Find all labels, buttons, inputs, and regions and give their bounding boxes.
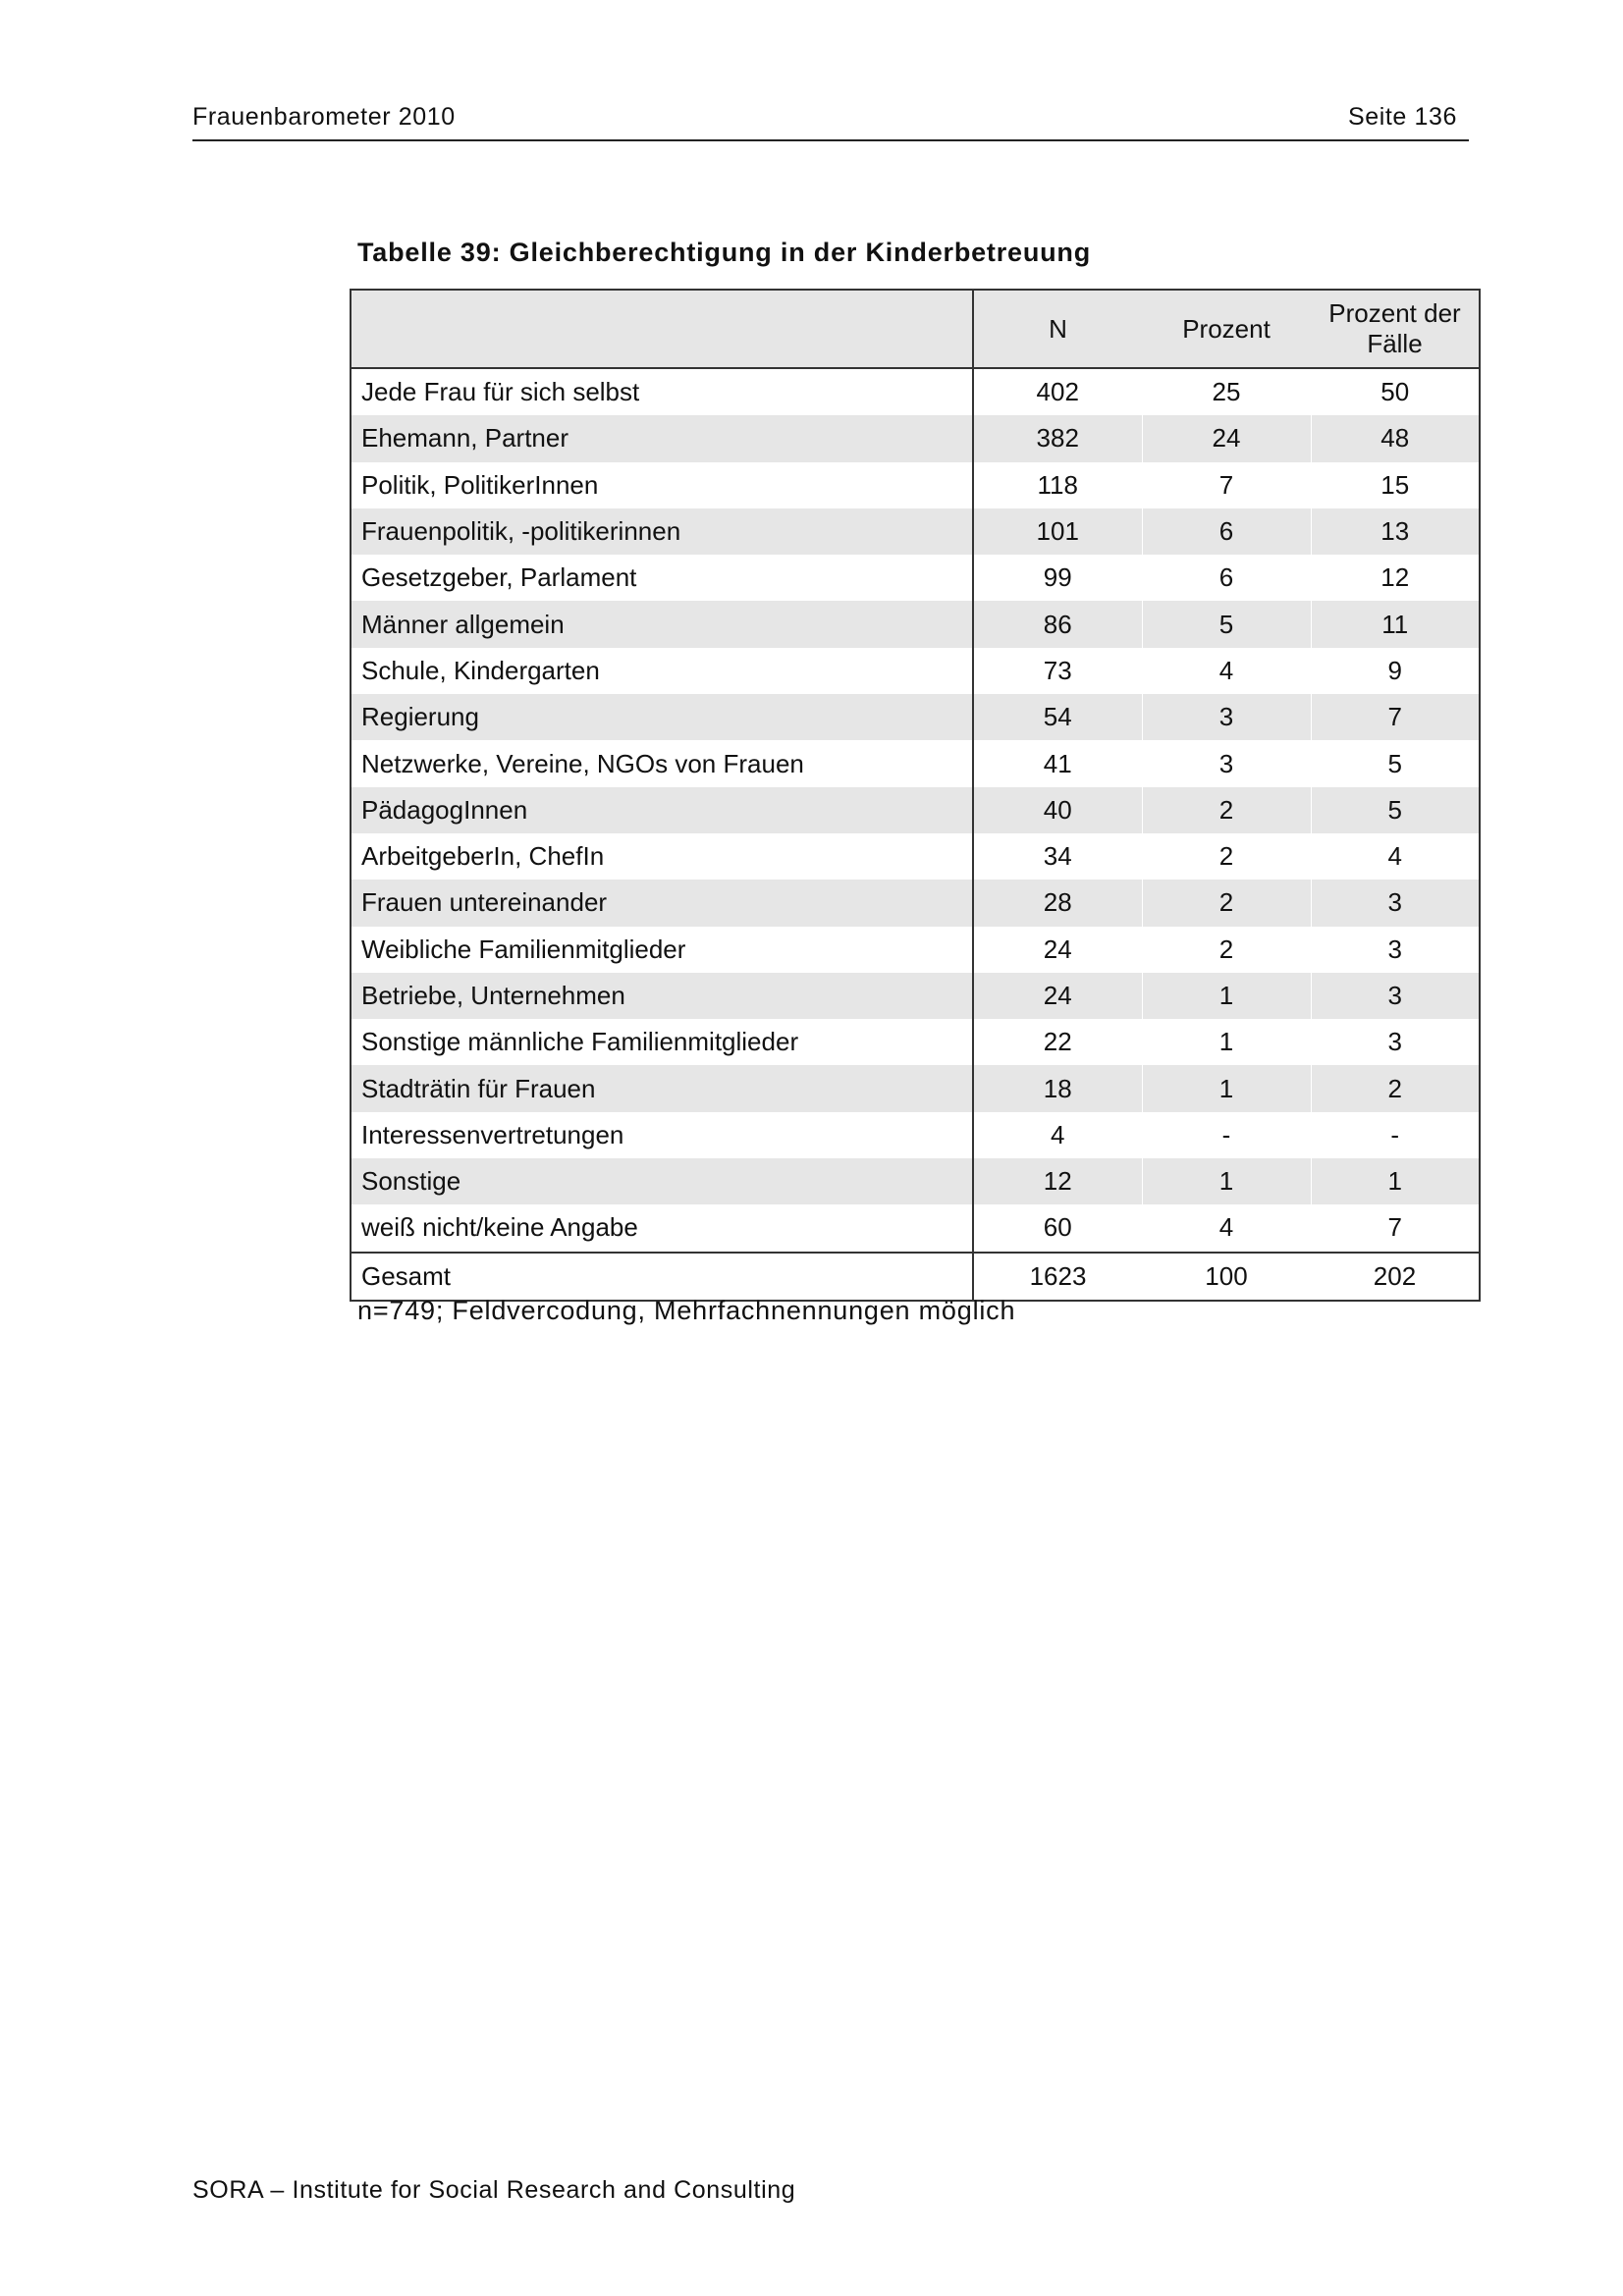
row-faelle: 11 [1311,601,1480,647]
table-row [351,1019,1480,1065]
table-row [351,462,1480,508]
row-prozent: - [1142,1112,1311,1158]
row-n: 382 [973,415,1142,461]
page-number: Seite 136 [1347,103,1457,131]
table-row [351,973,1480,1019]
total-faelle: 202 [1373,1260,1417,1291]
row-prozent: 2 [1142,880,1311,926]
row-label: ArbeitgeberIn, ChefIn [351,833,973,880]
row-prozent: 5 [1142,601,1311,647]
row-faelle: - [1311,1112,1480,1158]
total-n: 1623 [1029,1260,1087,1291]
row-label: Politik, PolitikerInnen [351,462,973,508]
row-faelle: 13 [1311,508,1480,555]
table-body [351,368,1480,1253]
table-row [351,648,1480,694]
row-prozent: 4 [1142,648,1311,694]
row-prozent: 4 [1142,1204,1311,1252]
row-label: Netzwerke, Vereine, NGOs von Frauen [351,740,973,786]
row-faelle: 3 [1311,927,1480,973]
row-faelle: 3 [1311,880,1480,926]
row-label: Betriebe, Unternehmen [351,973,973,1019]
row-faelle: 9 [1311,648,1480,694]
row-label: Schule, Kindergarten [351,648,973,694]
row-prozent: 1 [1142,1158,1311,1204]
row-faelle: 3 [1311,973,1480,1019]
row-prozent: 24 [1142,415,1311,461]
table-row [351,508,1480,555]
row-label: Stadträtin für Frauen [351,1065,973,1111]
table-row [351,1204,1480,1252]
row-n: 34 [973,833,1142,880]
table-row [351,1112,1480,1158]
table-header-row [351,290,1480,368]
row-n: 22 [973,1019,1142,1065]
row-label: PädagogInnen [351,787,973,833]
row-label: Ehemann, Partner [351,415,973,461]
column-header-n: N [973,290,1142,368]
row-label: Sonstige [351,1158,973,1204]
row-n: 24 [973,973,1142,1019]
row-n: 28 [973,880,1142,926]
row-prozent: 25 [1142,368,1311,415]
row-prozent: 6 [1142,555,1311,601]
table-row [351,555,1480,601]
row-prozent: 2 [1142,927,1311,973]
row-n: 99 [973,555,1142,601]
row-n: 73 [973,648,1142,694]
data-table [350,289,1481,1302]
row-prozent: 1 [1142,973,1311,1019]
row-label: Regierung [351,694,973,740]
table-row [351,368,1480,415]
row-faelle: 5 [1311,787,1480,833]
row-n: 4 [973,1112,1142,1158]
column-header-faelle: Prozent der Fälle [1311,290,1480,368]
row-label: Männer allgemein [351,601,973,647]
total-label: Gesamt [351,1253,973,1301]
page-footer: SORA – Institute for Social Research and Consulting [192,2176,796,2204]
table-title: Tabelle 39: Gleichberechtigung in der Kinderbetreuung [357,238,1092,267]
row-prozent: 3 [1142,740,1311,786]
row-prozent: 3 [1142,694,1311,740]
row-faelle: 5 [1311,740,1480,786]
table-row [351,880,1480,926]
row-label: Gesetzgeber, Parlament [351,555,973,601]
row-label: weiß nicht/keine Angabe [351,1204,973,1252]
page-header [192,103,1469,141]
row-n: 18 [973,1065,1142,1111]
row-faelle: 15 [1311,462,1480,508]
row-label: Sonstige männliche Familienmitglieder [351,1019,973,1065]
row-n: 54 [973,694,1142,740]
row-faelle: 48 [1311,415,1480,461]
total-prozent: 100 [1205,1260,1248,1291]
row-faelle: 2 [1311,1065,1480,1111]
row-faelle: 50 [1311,368,1480,415]
row-faelle: 1 [1311,1158,1480,1204]
table-footnote: n=749; Feldvercodung, Mehrfachnennungen möglich [357,1296,1016,1325]
row-n: 402 [973,368,1142,415]
row-faelle: 12 [1311,555,1480,601]
row-prozent: 1 [1142,1065,1311,1111]
row-n: 24 [973,927,1142,973]
row-n: 41 [973,740,1142,786]
row-faelle: 4 [1311,833,1480,880]
row-n: 12 [973,1158,1142,1204]
total-row [351,1253,1480,1301]
row-faelle: 3 [1311,1019,1480,1065]
row-label: Frauenpolitik, -politikerinnen [351,508,973,555]
row-n: 86 [973,601,1142,647]
row-label: Frauen untereinander [351,880,973,926]
row-label: Interessenvertretungen [351,1112,973,1158]
row-prozent: 7 [1142,462,1311,508]
row-faelle: 7 [1311,1204,1480,1252]
table-row [351,927,1480,973]
row-n: 101 [973,508,1142,555]
row-prozent: 1 [1142,1019,1311,1065]
row-n: 60 [973,1204,1142,1252]
row-label: Jede Frau für sich selbst [351,368,973,415]
column-header-label [351,290,973,368]
row-n: 118 [973,462,1142,508]
row-n: 40 [973,787,1142,833]
row-prozent: 2 [1142,787,1311,833]
table-row [351,787,1480,833]
table-row [351,833,1480,880]
row-label: Weibliche Familienmitglieder [351,927,973,973]
table-row [351,740,1480,786]
column-header-prozent: Prozent [1142,290,1311,368]
table-row [351,1158,1480,1204]
table-row [351,601,1480,647]
table-row [351,694,1480,740]
row-prozent: 2 [1142,833,1311,880]
row-faelle: 7 [1311,694,1480,740]
table-row [351,415,1480,461]
row-prozent: 6 [1142,508,1311,555]
table-row [351,1065,1480,1111]
document-title: Frauenbarometer 2010 [192,103,456,131]
